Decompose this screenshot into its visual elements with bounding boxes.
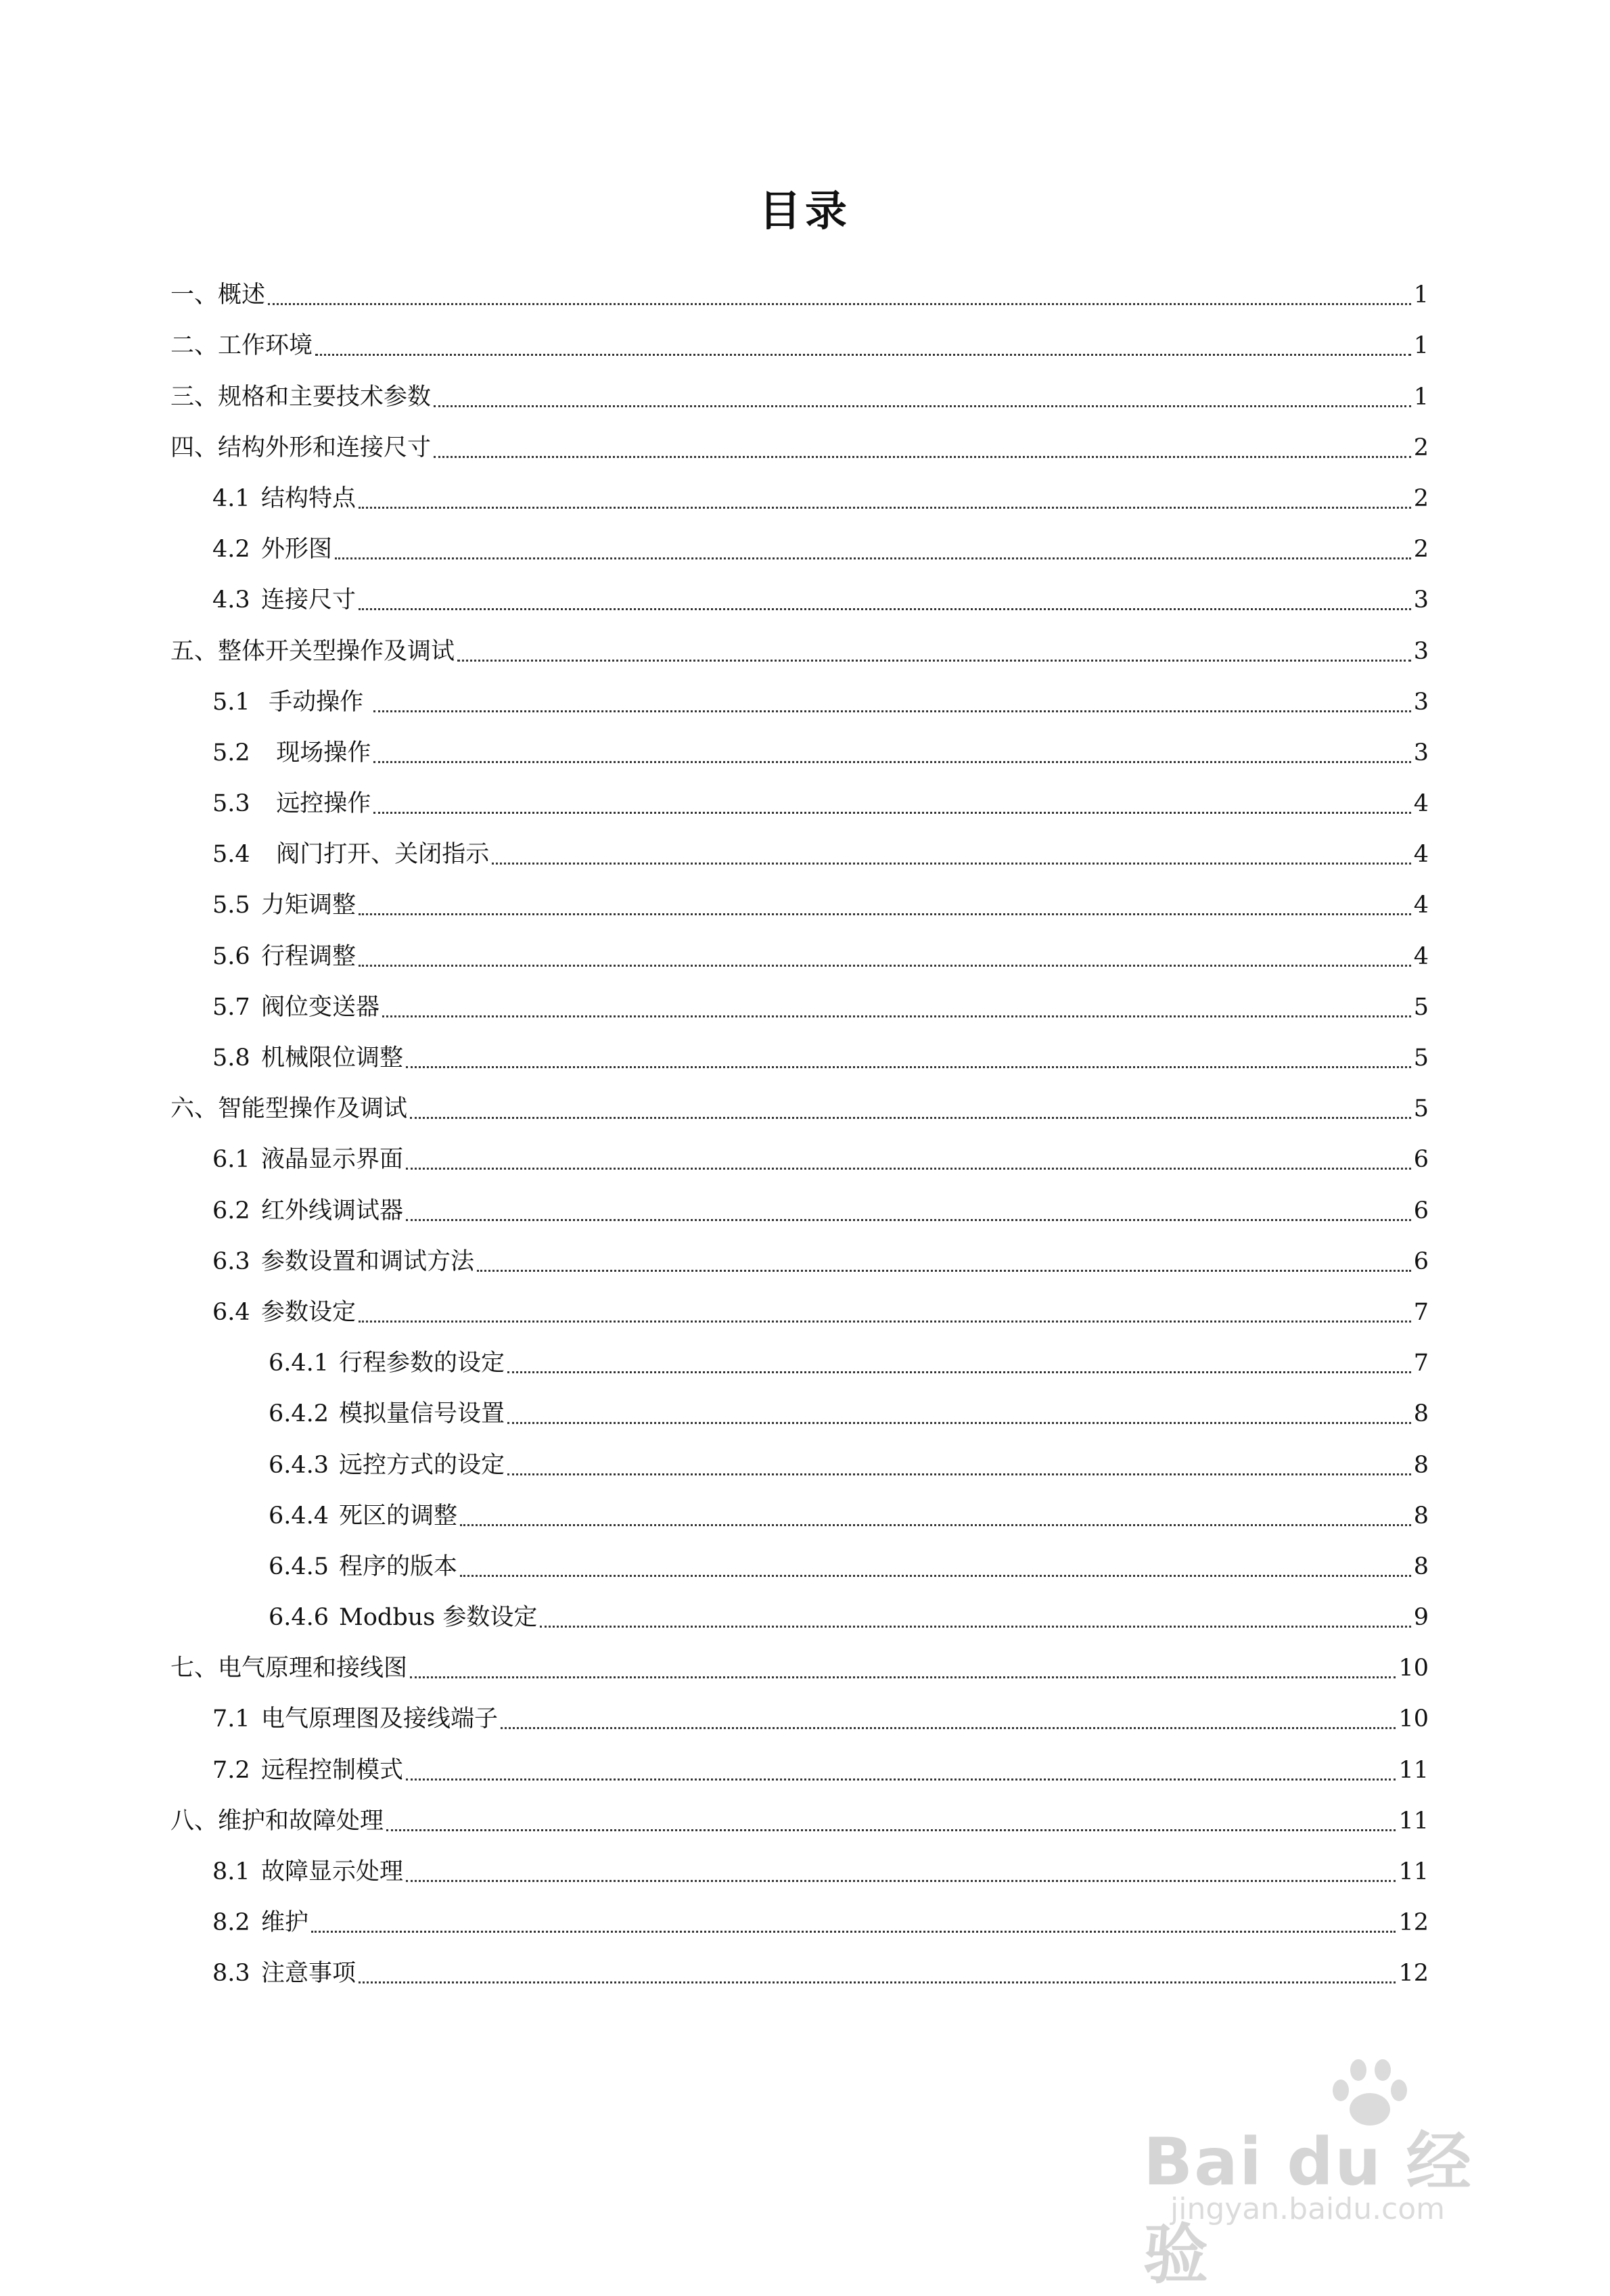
toc-leader-dots (268, 300, 1411, 305)
toc-entry-number: 6.4 (212, 1298, 250, 1326)
toc-entry-number: 6.4.1 (269, 1350, 329, 1377)
toc-entry-label: 故障显示处理 (261, 1858, 404, 1885)
toc-leader-dots (386, 1827, 1396, 1831)
toc-entry-label: 四、结构外形和连接尺寸 (170, 434, 432, 461)
toc-entry[interactable] (170, 1479, 1429, 1530)
page-title: 目录 (758, 186, 851, 235)
toc-entry-page-number: 5 (1413, 1095, 1429, 1123)
toc-entry-page-number: 1 (1413, 332, 1429, 360)
toc-leader-dots (501, 1724, 1396, 1729)
toc-entry-number: 7.1 (212, 1705, 250, 1733)
toc-entry-number: 4.1 (212, 484, 250, 512)
toc-entry-label: 红外线调试器 (261, 1197, 404, 1224)
toc-entry-label: 六、智能型操作及调试 (170, 1095, 408, 1123)
toc-entry-page-number: 9 (1413, 1604, 1429, 1632)
toc-entry-label: 机械限位调整 (261, 1044, 404, 1072)
toc-entry-label: 远控操作 (261, 790, 371, 818)
toc-leader-dots (460, 1572, 1411, 1577)
toc-entry-number: 4.3 (212, 587, 250, 614)
toc-entry-page-number: 3 (1413, 637, 1429, 665)
toc-leader-dots (359, 1979, 1396, 1983)
toc-entry-label: 结构特点 (261, 484, 356, 512)
toc-entry-page-number: 11 (1398, 1756, 1429, 1784)
toc-entry-page-number: 10 (1398, 1655, 1429, 1682)
toc-entry-label: 电气原理图及接线端子 (261, 1705, 499, 1733)
toc-leader-dots (406, 1877, 1396, 1882)
toc-leader-dots (382, 1013, 1411, 1017)
toc-leader-dots (434, 403, 1411, 407)
toc-entry-page-number: 8 (1413, 1553, 1429, 1580)
baidu-jingyan-watermark (1143, 2063, 1522, 2293)
toc-entry-page-number: 6 (1413, 1197, 1429, 1224)
toc-entry-label: 参数设置和调试方法 (261, 1247, 475, 1275)
toc-entry[interactable] (170, 716, 1429, 767)
toc-leader-dots (460, 1521, 1411, 1526)
toc-entry-label: 七、电气原理和接线图 (170, 1655, 408, 1682)
toc-leader-dots (406, 1165, 1411, 1170)
toc-entry-page-number: 3 (1413, 739, 1429, 766)
toc-entry-page-number: 3 (1413, 587, 1429, 614)
toc-entry-page-number: 5 (1413, 993, 1429, 1021)
toc-entry-label: 行程调整 (261, 942, 356, 970)
toc-leader-dots (373, 708, 1410, 712)
toc-entry-number: 5.7 (212, 993, 250, 1021)
toc-entry-page-number: 5 (1413, 1044, 1429, 1072)
toc-entry[interactable] (170, 360, 1429, 411)
toc-leader-dots (457, 657, 1411, 662)
toc-leader-dots (373, 809, 1410, 814)
toc-entry[interactable] (170, 1225, 1429, 1276)
toc-entry-label: 阀门打开、关闭指示 (261, 841, 490, 869)
toc-entry-number: 8.1 (212, 1858, 250, 1885)
toc-leader-dots (406, 1776, 1396, 1781)
toc-entry[interactable] (170, 1428, 1429, 1479)
toc-entry[interactable] (170, 564, 1429, 614)
toc-entry[interactable] (170, 666, 1429, 716)
toc-entry[interactable] (170, 411, 1429, 462)
toc-leader-dots (507, 1471, 1411, 1475)
toc-entry-label: 维护 (261, 1909, 309, 1937)
toc-entry[interactable] (170, 1835, 1429, 1886)
toc-entry-page-number: 7 (1413, 1298, 1429, 1326)
toc-entry-label: 注意事项 (261, 1960, 356, 1988)
toc-entry-number: 5.3 (212, 790, 250, 818)
toc-entry-page-number: 10 (1398, 1705, 1429, 1733)
toc-entry[interactable] (170, 919, 1429, 970)
toc-entry[interactable] (170, 1733, 1429, 1784)
toc-entry[interactable] (170, 1530, 1429, 1581)
toc-leader-dots (359, 504, 1411, 509)
toc-leader-dots (410, 1674, 1396, 1678)
toc-entry-page-number: 11 (1398, 1807, 1429, 1835)
toc-entry-label: 三、规格和主要技术参数 (170, 383, 432, 411)
toc-entry-label: 一、概述 (170, 281, 266, 309)
toc-entry-number: 5.8 (212, 1044, 250, 1072)
toc-entry-page-number: 4 (1413, 942, 1429, 970)
toc-entry-label: 远控方式的设定 (339, 1451, 505, 1479)
toc-entry-label: 五、整体开关型操作及调试 (170, 637, 455, 665)
toc-leader-dots (335, 555, 1411, 559)
toc-entry[interactable] (170, 513, 1429, 564)
toc-entry-number: 5.6 (212, 942, 250, 970)
toc-entry-number: 5.2 (212, 739, 250, 766)
toc-entry-page-number: 12 (1398, 1909, 1429, 1937)
toc-leader-dots (311, 1928, 1396, 1933)
toc-entry[interactable] (170, 1174, 1429, 1224)
toc-entry-page-number: 7 (1413, 1350, 1429, 1377)
toc-entry-number: 5.5 (212, 892, 250, 919)
toc-leader-dots (477, 1267, 1411, 1272)
toc-leader-dots (406, 1216, 1411, 1221)
toc-entry-page-number: 12 (1398, 1960, 1429, 1988)
toc-entry-number: 8.3 (212, 1960, 250, 1988)
toc-leader-dots (373, 758, 1410, 763)
table-of-contents (170, 258, 1429, 1988)
toc-entry-label: 外形图 (261, 536, 333, 564)
toc-entry-page-number: 8 (1413, 1502, 1429, 1530)
toc-entry[interactable] (170, 1123, 1429, 1174)
toc-entry[interactable] (170, 1072, 1429, 1123)
toc-leader-dots (410, 1114, 1411, 1119)
toc-entry-page-number: 1 (1413, 383, 1429, 411)
toc-leader-dots (492, 860, 1410, 865)
toc-entry[interactable] (170, 869, 1429, 919)
toc-entry[interactable] (170, 1886, 1429, 1937)
toc-entry-number: 4.2 (212, 536, 250, 564)
toc-entry-number: 6.3 (212, 1247, 250, 1275)
toc-leader-dots (540, 1623, 1410, 1628)
toc-entry-page-number: 4 (1413, 892, 1429, 919)
toc-leader-dots (507, 1419, 1411, 1424)
toc-entry-page-number: 3 (1413, 688, 1429, 716)
toc-entry-label: 模拟量信号设置 (339, 1400, 505, 1428)
toc-entry[interactable] (170, 1785, 1429, 1835)
toc-entry[interactable] (170, 1937, 1429, 1988)
toc-entry-number: 7.2 (212, 1756, 250, 1784)
toc-leader-dots (315, 351, 1411, 356)
toc-entry[interactable] (170, 1276, 1429, 1327)
toc-entry-label: 参数设定 (261, 1298, 356, 1326)
toc-entry-page-number: 8 (1413, 1400, 1429, 1428)
toc-entry-number: 6.4.2 (269, 1400, 329, 1428)
toc-entry-number: 6.2 (212, 1197, 250, 1224)
toc-entry-label: 八、维护和故障处理 (170, 1807, 384, 1835)
toc-entry-page-number: 6 (1413, 1146, 1429, 1174)
toc-entry[interactable] (170, 1327, 1429, 1377)
toc-entry-number: 6.4.5 (269, 1553, 329, 1580)
toc-entry-label: 力矩调整 (261, 892, 356, 919)
toc-entry-number: 5.4 (212, 841, 250, 869)
toc-entry-page-number: 2 (1413, 536, 1429, 564)
toc-leader-dots (359, 605, 1411, 610)
toc-leader-dots (406, 1063, 1411, 1068)
toc-entry-number: 6.4.6 (269, 1604, 329, 1632)
toc-entry-page-number: 11 (1398, 1858, 1429, 1885)
toc-entry-label: 远程控制模式 (261, 1756, 404, 1784)
toc-entry[interactable] (170, 614, 1429, 665)
toc-entry-number: 8.2 (212, 1909, 250, 1937)
watermark-brand: Bai du 经验 (1143, 2124, 1473, 2293)
toc-entry-page-number: 2 (1413, 484, 1429, 512)
toc-entry[interactable] (170, 1021, 1429, 1072)
toc-leader-dots (434, 453, 1411, 458)
toc-entry-number: 6.1 (212, 1146, 250, 1174)
toc-entry-label: 手动操作 (261, 688, 371, 716)
toc-entry-label: 行程参数的设定 (339, 1350, 505, 1377)
toc-leader-dots (359, 1318, 1411, 1323)
toc-entry[interactable] (170, 971, 1429, 1021)
toc-entry-page-number: 4 (1413, 790, 1429, 818)
toc-entry-page-number: 2 (1413, 434, 1429, 461)
toc-entry-label: 阀位变送器 (261, 993, 380, 1021)
toc-entry-label: Modbus 参数设定 (339, 1604, 538, 1632)
toc-entry[interactable] (170, 767, 1429, 818)
toc-entry-page-number: 6 (1413, 1247, 1429, 1275)
toc-entry[interactable] (170, 1377, 1429, 1428)
toc-leader-dots (359, 911, 1411, 915)
toc-entry[interactable] (170, 462, 1429, 513)
toc-entry[interactable] (170, 309, 1429, 360)
toc-leader-dots (507, 1369, 1411, 1373)
toc-entry-number: 6.4.4 (269, 1502, 329, 1530)
toc-entry-label: 现场操作 (261, 739, 371, 766)
watermark-url: jingyan.baidu.com (1170, 2192, 1446, 2226)
toc-entry-number: 6.4.3 (269, 1451, 329, 1479)
toc-entry-page-number: 1 (1413, 281, 1429, 309)
toc-leader-dots (359, 962, 1411, 967)
toc-entry-label: 死区的调整 (339, 1502, 458, 1530)
toc-entry-page-number: 4 (1413, 841, 1429, 869)
toc-entry-label: 连接尺寸 (261, 587, 356, 614)
toc-entry[interactable] (170, 1632, 1429, 1682)
toc-entry[interactable] (170, 1682, 1429, 1733)
toc-entry-number: 5.1 (212, 688, 250, 716)
toc-entry-label: 程序的版本 (339, 1553, 458, 1580)
toc-entry-page-number: 8 (1413, 1451, 1429, 1479)
toc-entry[interactable] (170, 818, 1429, 869)
toc-entry-label: 液晶显示界面 (261, 1146, 404, 1174)
toc-entry[interactable] (170, 1581, 1429, 1632)
toc-entry-label: 二、工作环境 (170, 332, 313, 360)
toc-entry[interactable] (170, 258, 1429, 309)
